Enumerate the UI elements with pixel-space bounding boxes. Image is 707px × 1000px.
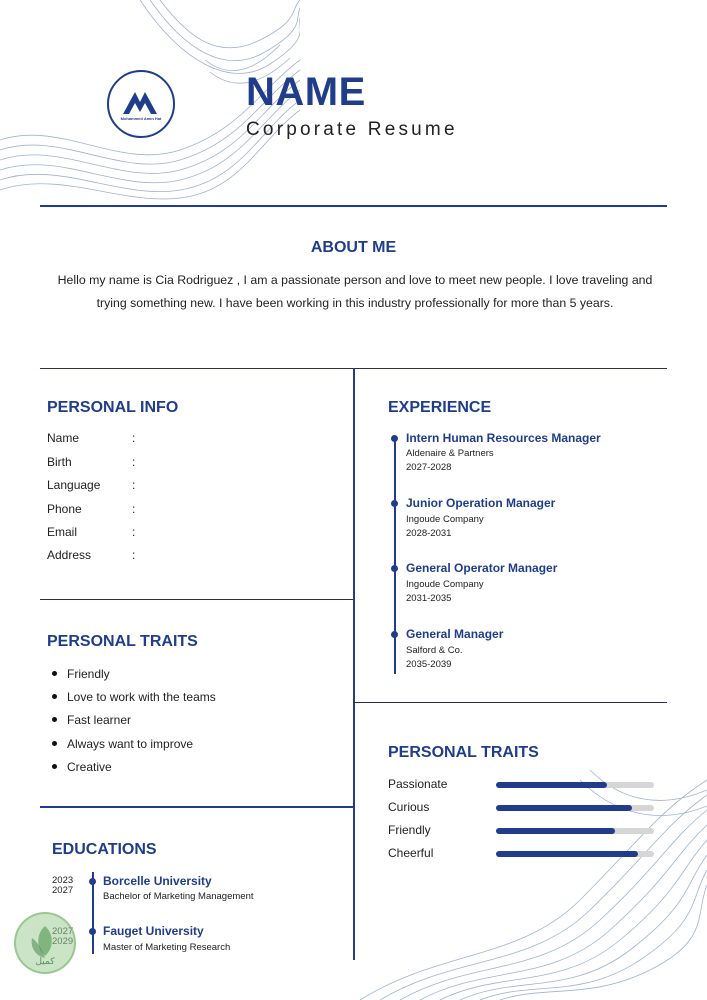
info-label-email: Email — [47, 525, 78, 539]
info-label-address: Address — [47, 548, 92, 562]
info-colon: : — [132, 502, 136, 516]
skill-bar-track — [496, 805, 654, 811]
bullet-icon — [52, 671, 57, 676]
skill-label: Passionate — [388, 777, 448, 791]
resume-subtitle: Corporate Resume — [246, 119, 458, 140]
info-label-language: Language — [47, 478, 101, 492]
header-divider — [40, 205, 667, 207]
education-school: Borcelle University — [103, 874, 212, 888]
experience-title: EXPERIENCE — [388, 399, 492, 416]
column-divider — [353, 368, 355, 960]
bullet-icon — [52, 717, 57, 722]
bullet-icon — [52, 741, 57, 746]
list-item: Creative — [52, 760, 112, 774]
timeline-dot-icon — [89, 928, 96, 935]
skill-bar-track — [496, 828, 654, 834]
skill-bar-fill — [496, 851, 638, 857]
traits-divider — [40, 806, 353, 808]
timeline-dot-icon — [391, 631, 398, 638]
education-degree: Bachelor of Marketing Management — [103, 891, 254, 902]
skills-title: PERSONAL TRAITS — [388, 744, 539, 761]
about-title: ABOUT ME — [310, 239, 397, 256]
info-label-name: Name — [47, 431, 80, 445]
skill-label: Cheerful — [388, 846, 434, 860]
skill-bar-fill — [496, 828, 615, 834]
timeline-dot-icon — [391, 500, 398, 507]
timeline-dot-icon — [391, 435, 398, 442]
timeline-dot-icon — [391, 565, 398, 572]
education-degree: Master of Marketing Research — [103, 942, 231, 953]
list-item: Fast learner — [52, 713, 131, 727]
logo-mark-icon — [109, 72, 172, 135]
timeline-dot-icon — [89, 878, 96, 885]
experience-role: Intern Human Resources Manager — [406, 431, 601, 445]
about-text: Hello my name is Cia Rodriguez , I am a passionate person and love to meet new people. I love traveling and trying something new. I have been working in this industry professionally for more than 5 years. — [57, 273, 653, 310]
info-colon: : — [132, 478, 136, 492]
experience-years: 2035-2039 — [406, 659, 452, 670]
skill-label: Curious — [388, 800, 430, 814]
skill-bar-track — [496, 782, 654, 788]
experience-divider — [353, 702, 667, 703]
education-year-start: 2023 — [52, 875, 74, 886]
watermark-text: كميل — [35, 956, 55, 966]
info-divider — [40, 599, 353, 600]
info-colon: : — [132, 431, 136, 445]
education-year-end: 2027 — [52, 885, 74, 896]
list-item: Always want to improve — [52, 737, 193, 751]
info-colon: : — [132, 548, 136, 562]
personal-traits-title: PERSONAL TRAITS — [47, 633, 198, 650]
experience-years: 2027-2028 — [406, 462, 452, 473]
list-item: Love to work with the teams — [52, 690, 216, 704]
experience-role: General Operator Manager — [406, 561, 558, 575]
info-colon: : — [132, 525, 136, 539]
skill-bar-fill — [496, 782, 607, 788]
experience-role: General Manager — [406, 627, 504, 641]
skill-bar-fill — [496, 805, 632, 811]
education-school: Fauget University — [103, 924, 204, 938]
info-label-phone: Phone — [47, 502, 82, 516]
experience-timeline — [394, 438, 396, 674]
skill-bar-track — [496, 851, 654, 857]
personal-info-title: PERSONAL INFO — [47, 399, 179, 416]
name-title: NAME — [246, 70, 366, 114]
experience-company: Salford & Co. — [406, 645, 463, 656]
info-colon: : — [132, 455, 136, 469]
skill-label: Friendly — [388, 823, 431, 837]
bullet-icon — [52, 764, 57, 769]
list-item: Friendly — [52, 667, 110, 681]
education-title: EDUCATIONS — [52, 841, 157, 858]
info-label-birth: Birth — [47, 455, 72, 469]
logo-caption: Mohammed Amin Hat — [120, 116, 162, 121]
experience-years: 2028-2031 — [406, 528, 452, 539]
experience-company: Ingoude Company — [406, 579, 484, 590]
experience-company: Aldenaire & Partners — [406, 448, 494, 459]
experience-years: 2031-2035 — [406, 593, 452, 604]
experience-role: Junior Operation Manager — [406, 496, 556, 510]
experience-company: Ingoude Company — [406, 514, 484, 525]
watermark-logo — [14, 912, 76, 974]
logo — [107, 70, 175, 138]
bullet-icon — [52, 694, 57, 699]
